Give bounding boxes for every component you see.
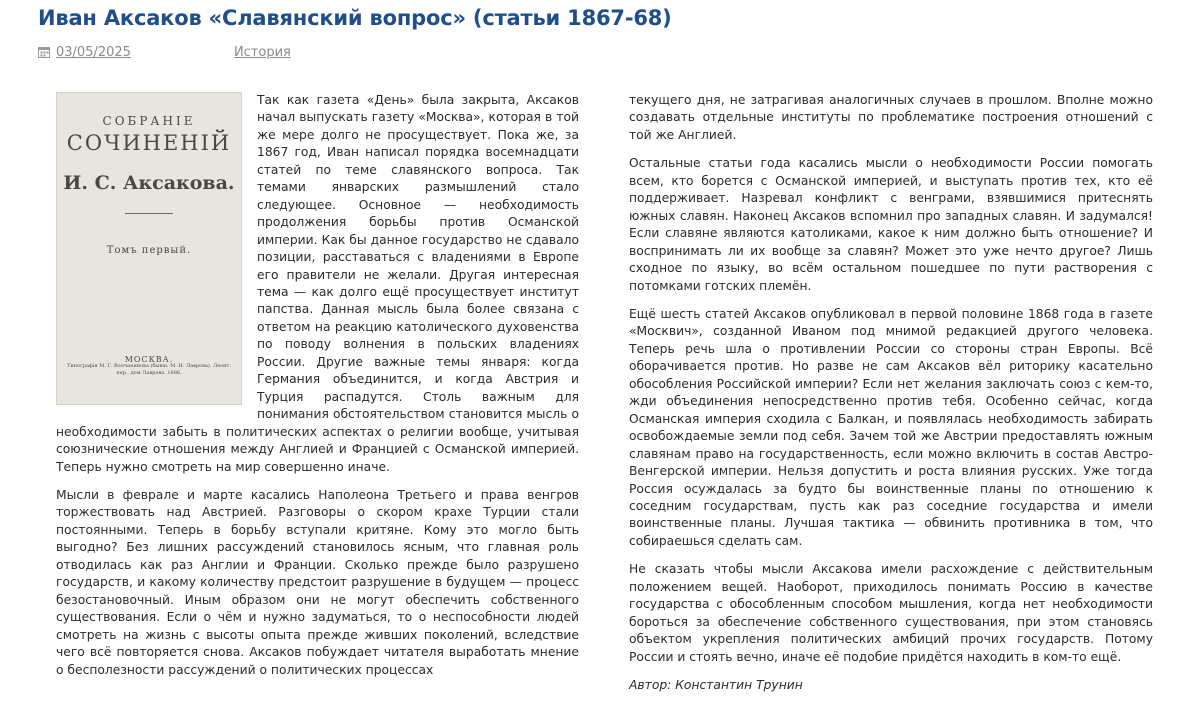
article-column-right	[629, 92, 1153, 706]
paragraph: Не сказать чтобы мысли Аксакова имели расхождение с действительным положением вещей. Наоборот, приходилось понимать Россию в качестве государства с обособленным способом мышления, когда нет необходимости бороться за обеспечение собственного существования, при этом становясь объектом укрепления политических амбиций прочих государств. Потому России и стоять вечно, иначе её подобие придётся находить в ком-то ещё.	[629, 562, 1153, 664]
category-link[interactable]: История	[233, 45, 291, 60]
paragraph-text: Так как газета «День» была закрыта, Аксаков начал выпускать газету «Москва», которая в той же мере долго не просуществует. Пока же, за 1867 год, Иван написал порядка восемнадцати статей по теме славянского вопроса. Так темами январских размышлений стало следующее. Основное — необходимость продолжения борьбы против Османской империи. Как бы данное государство не сдавало позиции, расставаться с владениями в Европе его правители не желали. Другая интересная тема — как долго ещё просуществует институт папства. Данная мысль была более связана с ответом на реакцию католического духовенства по поводу волнения в польских владениях России. Другие важные темы января: когда Германия объединится, и когда Австрия и Турция распадутся. Столь важным для понимания обстоятельством становится мысль о необходимости забыть в политических аспектах о религии вообще, учитывая союзнические отношения между Англией и Францией с Османской империей. Теперь нужно смотреть на мир совершенно иначе.	[56, 93, 579, 474]
paragraph: Остальные статьи года касались мысли о необходимости России помогать всем, кто борется с Османской империей, и выступать против тех, кто её поддерживает. Назревал конфликт с венграми, взявшимися притеснять южных славян. Наконец Аксаков вспомнил про западных славян. И задумался! Если славяне являются католиками, какое к ним должно быть отношение? И воспринимать ли их вообще за славян? Может это уже нечто другое? Лишь сходное по языку, во всём остальном пошедшее по пути растворения с потомками готских племён.	[629, 156, 1153, 293]
book-cover-rule	[125, 213, 173, 214]
book-cover-text: Типографія М. Г. Волчанинова (бывш. М. Н. Лаврова). Леонт. пер., дом Лаврова. 1886.	[67, 363, 231, 376]
book-cover-text: Томъ первый.	[106, 245, 192, 256]
article-column-left	[56, 92, 579, 690]
paragraph	[56, 92, 579, 476]
post-date-link[interactable]: 03/05/2025	[56, 45, 131, 60]
paragraph: Мысли в феврале и марте касались Наполеона Третьего и права венгров торжествовать над Австрией. Разговоры о скором крахе Турции стали постоянными. Теперь в борьбу вступали критяне. Кому это могло быть выгодно? Без лишних рассуждений становилось ясным, что главная роль отводилась как раз Англии и Франции. Сколько прежде было разрушено государств, и какому количеству предстоит разрушение в будущем — процесс безостановочный. Иным образом они не могут обеспечить собственного существования. Если о чём и нужно задуматься, то о неспособности людей смотреть на жизнь с высоты опыта прежде живших поколений, вследствие чего всё повторяется снова. Аксаков побуждает читателя выработать мнение о бесполезности рассуждений о политических процессах	[56, 487, 579, 677]
article-title[interactable]: Иван Аксаков «Славянский вопрос» (статьи 1867-68)	[38, 6, 672, 30]
article-meta	[38, 45, 291, 62]
book-cover-text: СОЧИНЕНІЙ	[66, 131, 232, 155]
book-cover-text: И. С. Аксакова.	[63, 172, 235, 194]
author-line: Автор: Константин Трунин	[629, 678, 803, 693]
book-cover-image	[56, 92, 242, 405]
paragraph: Ещё шесть статей Аксаков опубликовал в первой половине 1868 года в газете «Москвич», созданной Иваном под мнимой редакцией другого человека. Теперь речь шла о противлении России со стороны стран Европы. Всё оборачивается против. Но разве не сам Аксаков вёл риторику касательно обособления Российской империи? Если нет желания заключать союз с кем-то, жди объединения непосредственно против тебя. Особенно сейчас, когда Османская империя сходила с Балкан, и появлялась необходимость забирать освобождаемые земли под себя. Зачем той же Австрии предоставлять южным славянам право на государственность, если можно включить в состав Австро-Венгерской империи. Нельзя допустить и роста влияния русских. Уже тогда Россия осуждалась за будто бы воинственные планы по отношению к соседним государствам, пусть как раз соседние государства и имели воинственные планы. Лучшая тактика — обвинить противника в том, что собираешься сделать сам.	[629, 306, 1153, 548]
paragraph: текущего дня, не затрагивая аналогичных случаев в прошлом. Вполне можно создавать отдельные институты по проблематике построения отношений с той же Англией.	[629, 93, 1153, 142]
book-cover-text: МОСКВА.	[124, 355, 174, 364]
calendar-icon	[38, 46, 50, 62]
book-cover-text: СОБРАНІЕ	[102, 114, 196, 128]
